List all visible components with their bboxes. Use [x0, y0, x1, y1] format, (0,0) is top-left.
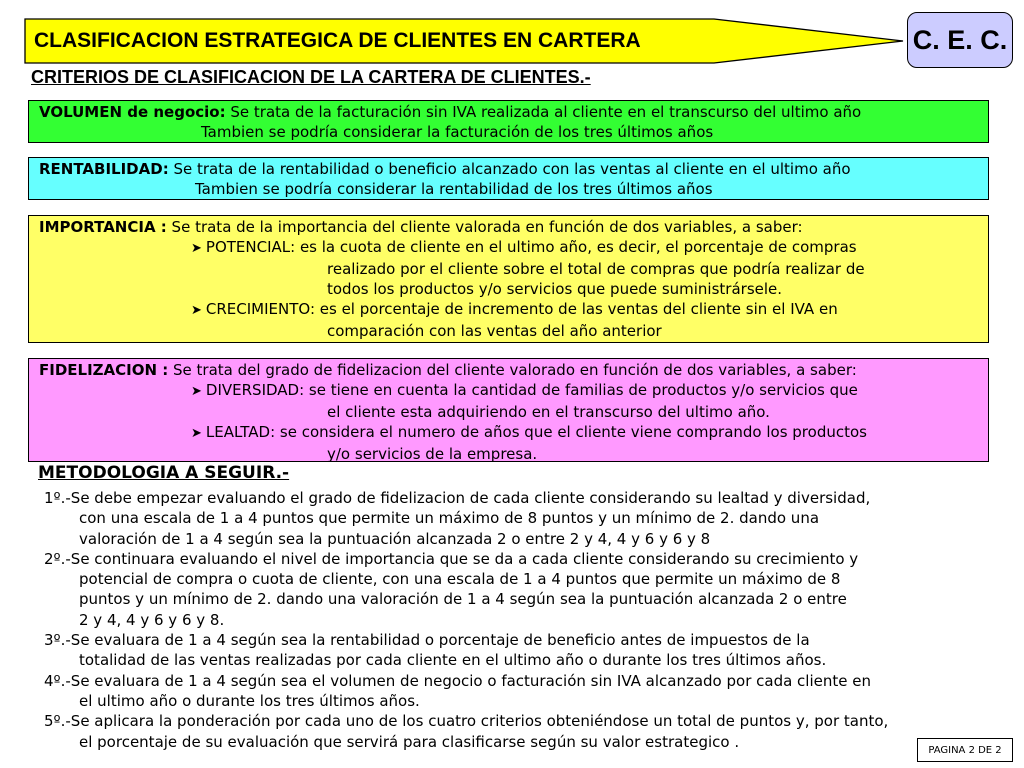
step-line: 5º.-Se aplicara la ponderación por cada uno de los cuatro criterios obteniéndose un total de puntos y, por tanto, — [44, 712, 889, 731]
methodology-step-1 — [44, 488, 1019, 549]
bullet-lealtad-line1: LEALTAD: se considera el numero de años que el cliente viene comprando los productos — [205, 423, 867, 441]
bullet-diversidad-line2: el cliente esta adquiriendo en el transcurso del ultimo año. — [327, 403, 770, 421]
criterion-volumen-line1 — [39, 102, 980, 122]
bullet-crecimiento-line2: comparación con las ventas del año anterior — [327, 322, 662, 340]
bullet-crecimiento — [39, 299, 980, 321]
criterion-volumen-label: VOLUMEN de negocio: — [39, 103, 226, 121]
criterion-rentabilidad-label: RENTABILIDAD: — [39, 160, 169, 178]
methodology-step-5 — [44, 711, 1019, 752]
criterion-fidelizacion — [28, 358, 989, 462]
bullet-lealtad-line2: y/o servicios de la empresa. — [327, 445, 538, 463]
step-line: 2º.-Se continuara evaluando el nivel de importancia que se da a cada cliente considerando su crecimiento y — [44, 549, 859, 568]
criterion-rentabilidad-line2: Tambien se podría considerar la rentabilidad de los tres últimos años — [195, 180, 713, 198]
criterion-fidelizacion-line1 — [39, 360, 980, 380]
arrow-bullet-icon: ➤ — [191, 384, 202, 399]
bullet-potencial — [39, 237, 980, 259]
page-title: CLASIFICACION ESTRATEGICA DE CLIENTES EN CARTERA — [34, 29, 641, 52]
step-line: 2 y 4, 4 y 6 y 6 y 8. — [79, 610, 225, 629]
bullet-crecimiento-line1: CRECIMIENTO: es el porcentaje de incremento de las ventas del cliente sin el IVA en — [205, 300, 838, 318]
step-line: 3º.-Se evaluara de 1 a 4 según sea la rentabilidad o porcentaje de beneficio antes de impuestos de la — [44, 631, 810, 650]
section-subtitle: CRITERIOS DE CLASIFICACION DE LA CARTERA DE CLIENTES.- — [31, 67, 591, 87]
step-line: 1º.-Se debe empezar evaluando el grado de fidelizacion de cada cliente considerando su lealtad y diversidad, — [44, 489, 871, 507]
cec-logo: C. E. C. — [907, 12, 1013, 68]
methodology-steps — [44, 488, 1019, 752]
methodology-step-4 — [44, 671, 1019, 712]
step-line: el ultimo año o durante los tres últimos años. — [79, 691, 420, 710]
methodology-title: METODOLOGIA A SEGUIR.- — [38, 463, 290, 483]
criterion-rentabilidad-text: Se trata de la rentabilidad o beneficio alcanzado con las ventas al cliente en el ultimo año — [168, 160, 851, 178]
step-line: totalidad de las ventas realizadas por cada cliente en el ultimo año o durante los tres últimos años. — [79, 651, 827, 670]
methodology-step-3 — [44, 630, 1019, 671]
title-banner — [24, 18, 904, 64]
criterion-importancia — [28, 215, 989, 343]
step-line: con una escala de 1 a 4 puntos que permite un máximo de 8 puntos y un mínimo de 2. dando una — [79, 509, 820, 528]
bullet-diversidad — [39, 380, 980, 402]
criterion-volumen-text: Se trata de la facturación sin IVA realizada al cliente en el transcurso del ultimo año — [225, 103, 862, 121]
criterion-fidelizacion-label: FIDELIZACION : — [39, 361, 169, 379]
criterion-rentabilidad-line1 — [39, 159, 980, 179]
step-line: 4º.-Se evaluara de 1 a 4 según sea el volumen de negocio o facturación sin IVA alcanzado por cada cliente en — [44, 671, 871, 690]
criterion-volumen — [28, 100, 989, 143]
criterion-rentabilidad — [28, 157, 989, 200]
criterion-importancia-label: IMPORTANCIA : — [39, 218, 167, 236]
page-number: PAGINA 2 DE 2 — [917, 738, 1013, 762]
step-line: potencial de compra o cuota de cliente, con una escala de 1 a 4 puntos que permite un máximo de 8 — [79, 570, 841, 589]
step-line: puntos y un mínimo de 2. dando una valoración de 1 a 4 según sea la puntuación alcanzada 2 o entre — [79, 590, 847, 609]
criterion-volumen-line2: Tambien se podría considerar la facturación de los tres últimos años — [201, 123, 714, 141]
arrow-bullet-icon: ➤ — [191, 241, 202, 256]
bullet-potencial-line1: POTENCIAL: es la cuota de cliente en el ultimo año, es decir, el porcentaje de compras — [205, 238, 857, 256]
bullet-lealtad — [39, 422, 980, 444]
criterion-importancia-line1 — [39, 217, 980, 237]
criterion-fidelizacion-text: Se trata del grado de fidelizacion del cliente valorado en función de dos variables, a saber: — [168, 361, 857, 379]
methodology-step-2 — [44, 549, 1019, 630]
arrow-bullet-icon: ➤ — [191, 426, 202, 441]
bullet-potencial-line2: realizado por el cliente sobre el total de compras que podría realizar de — [327, 260, 865, 278]
step-line: el porcentaje de su evaluación que servirá para clasificarse según su valor estrategico . — [79, 732, 740, 751]
bullet-diversidad-line1: DIVERSIDAD: se tiene en cuenta la cantidad de familias de productos y/o servicios que — [205, 381, 858, 399]
step-line: valoración de 1 a 4 según sea la puntuación alcanzada 2 o entre 2 y 4, 4 y 6 y 6 y 8 — [79, 529, 711, 548]
criterion-importancia-text: Se trata de la importancia del cliente valorada en función de dos variables, a saber: — [166, 218, 803, 236]
arrow-bullet-icon: ➤ — [191, 303, 202, 318]
bullet-potencial-line3: todos los productos y/o servicios que puede suministrársele. — [327, 280, 783, 298]
